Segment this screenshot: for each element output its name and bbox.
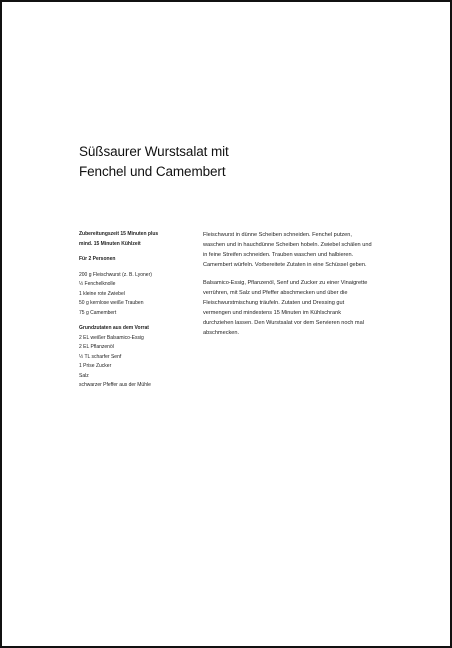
prep-time-line: mind. 15 Minuten Kühlzeit [79, 240, 141, 247]
prep-time-line: Zubereitungszeit 15 Minuten plus [79, 231, 159, 237]
servings: Für 2 Personen [79, 256, 116, 262]
ingredient-item: 1 kleine rote Zwiebel [79, 290, 125, 297]
recipe-title [79, 142, 379, 182]
ingredient-item: 50 g kernlose weiße Trauben [79, 300, 144, 306]
recipe-title-line: Fenchel und Camembert [79, 164, 226, 179]
recipe-title-line: Süßsaurer Wurstsalat mit [79, 144, 229, 159]
ingredient-item: 200 g Fleischwurst (z. B. Lyoner) [79, 271, 152, 278]
step-paragraph: Balsamico-Essig, Pflanzenöl, Senf und Zucker zu einer Vinaigrette verrühren, mit Salz und Pfeffer abschmecken und über die Fleischwurstmischung träufeln. Zutaten und Dressing gut vermengen und mindestens 15 Minuten im Kühlschrank durchziehen lassen. Den Wurstsalat vor dem Servieren noch mal abschmecken. [203, 280, 368, 336]
pantry-item: Salz [79, 372, 89, 379]
pantry-heading: Grundzutaten aus dem Vorrat [79, 325, 149, 331]
pantry-item: schwarzer Pfeffer aus der Mühle [79, 382, 151, 388]
recipe-steps [203, 230, 373, 346]
step-paragraph: Fleischwurst in dünne Scheiben schneiden. Fenchel putzen, waschen und in hauchdünne Scheiben hobeln. Zwiebel schälen und in feine Streifen schneiden. Trauben waschen und halbieren. Camembert würfeln. Vorbereitete Zutaten in eine Schüssel geben. [203, 232, 372, 268]
pantry-item: 1 Prise Zucker [79, 363, 112, 369]
ingredient-item: ½ Fenchelknolle [79, 281, 116, 287]
recipe-info-column [79, 230, 179, 391]
ingredient-item: 75 g Camembert [79, 309, 117, 316]
pantry-item: 2 EL Pflanzenöl [79, 344, 114, 350]
pantry-item: ½ TL scharfer Senf [79, 353, 122, 360]
pantry-item: 2 EL weißer Balsamico-Essig [79, 334, 144, 341]
